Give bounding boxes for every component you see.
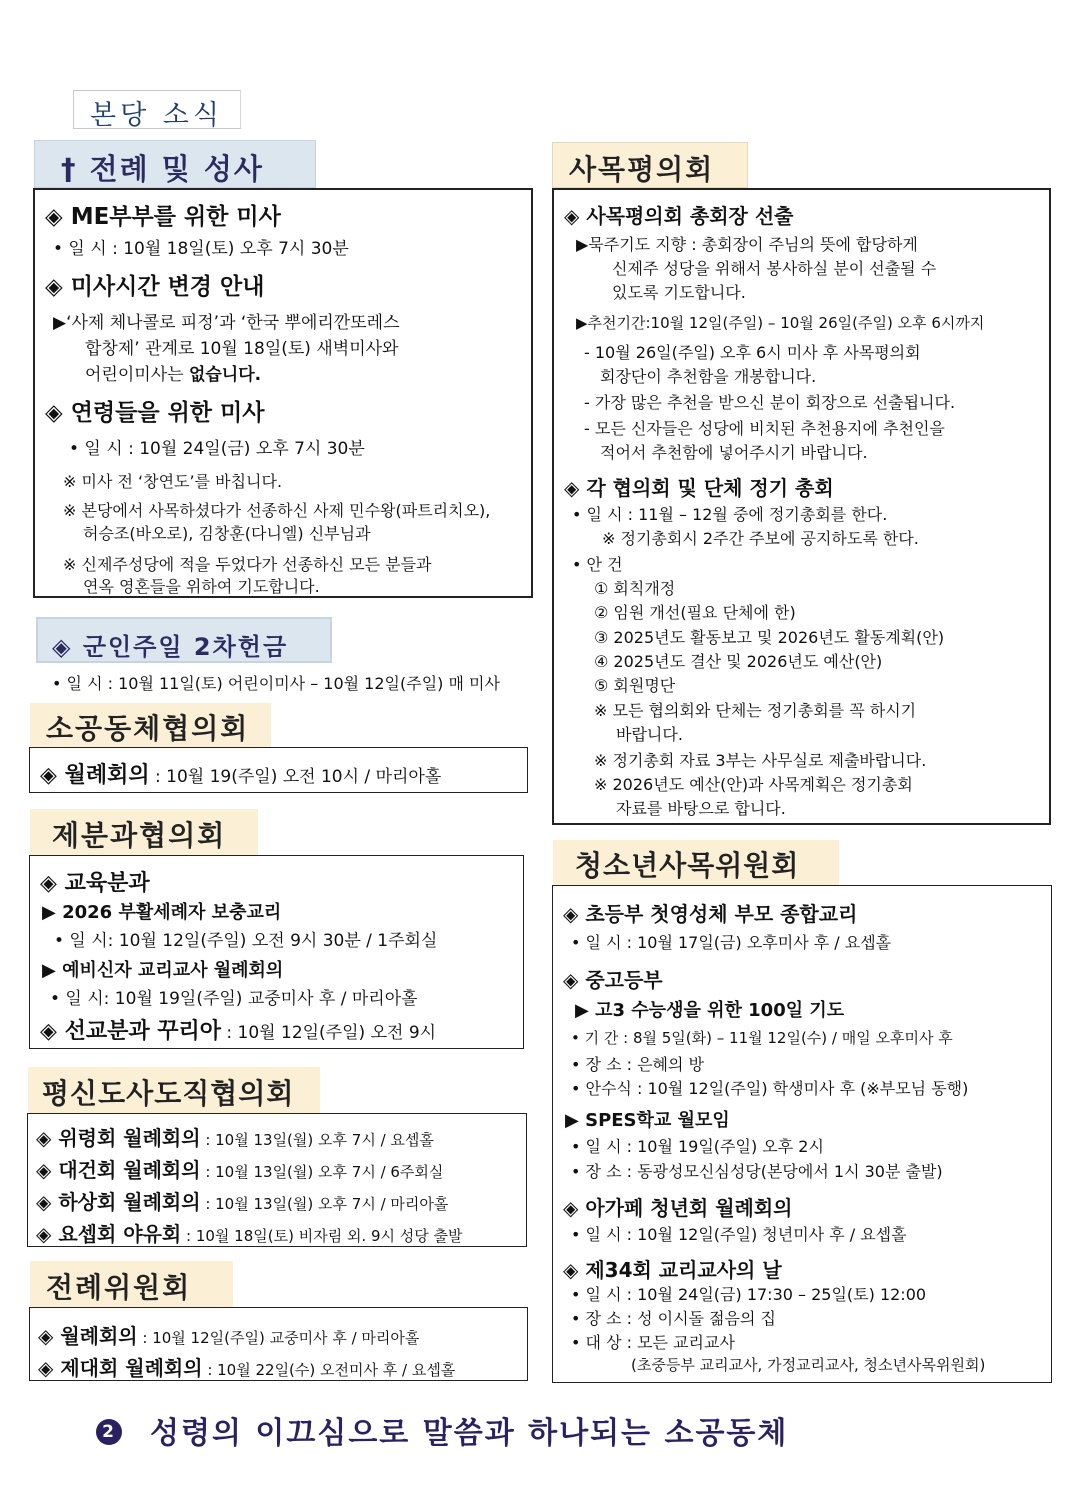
lay-row-3 [36, 1186, 448, 1215]
souls-mass-note-2: ※ 본당에서 사목하셨다가 선종하신 사제 민수왕(파트리치오), [63, 501, 491, 520]
lay-row-1-detail: : 10월 13일(월) 오후 7시 / 요셉홀 [200, 1131, 434, 1149]
souls-mass-note-4: ※ 신제주성당에 적을 두었다가 선종하신 모든 분들과 [63, 555, 432, 574]
community-meeting-title: ◈ 월례회의 [40, 763, 150, 788]
me-mass-title: ◈ ME부부를 위한 미사 [45, 204, 281, 230]
agenda-item-5: ⑤ 회원명단 [594, 676, 676, 695]
subcommittee-council-label: 제분과협의회 [30, 809, 258, 855]
pastoral-council-label: 사목평의회 [552, 142, 748, 188]
liturgy-committee-row-1-detail: : 10월 12일(주일) 교중미사 후 / 마리아홀 [137, 1329, 420, 1347]
exam-prayer-title: ▶ 고3 수능생을 위한 100일 기도 [575, 1000, 845, 1021]
lay-council-label: 평신도사도직협의회 [28, 1067, 320, 1113]
souls-mass-note-1: ※ 미사 전 ‘창연도’를 바칩니다. [63, 472, 283, 491]
community-council-label: 소공동체협의회 [30, 703, 271, 747]
liturgy-committee-label: 전례위원회 [30, 1261, 233, 1307]
liturgy-committee-row-2-title: ◈ 제대회 월례회의 [38, 1356, 203, 1380]
middle-high-title: ◈ 중고등부 [563, 968, 663, 992]
time-change-title: ◈ 미사시간 변경 안내 [45, 274, 265, 300]
assembly-note-2: 바랍니다. [616, 725, 683, 744]
souls-mass-note-5: 연옥 영혼들을 위하여 기도합니다. [83, 577, 320, 596]
agenda-label: • 안 건 [572, 555, 623, 574]
page-number: 2 [96, 1419, 122, 1445]
agenda-item-4: ④ 2025년도 결산 및 2026년도 예산(안) [594, 652, 883, 671]
election-prayer-1: ▶묵주기도 지향 : 총회장이 주님의 뜻에 합당하게 [576, 235, 918, 254]
souls-mass-date: • 일 시 : 10월 24일(금) 오후 7시 30분 [69, 439, 365, 459]
easter-baptism-date: • 일 시: 10월 12일(주일) 오전 9시 30분 / 1주회실 [54, 931, 438, 951]
recommendation-bullet-2: 회장단이 추천함을 개봉합니다. [600, 367, 817, 386]
lay-row-1 [36, 1122, 434, 1151]
catechist-day-line-1: • 일 시 : 10월 24일(금) 17:30 – 25일(토) 12:00 [571, 1285, 927, 1304]
military-offering-date: • 일 시 : 10월 11일(토) 어린이미사 – 10월 12일(주일) 매 미사 [52, 674, 500, 693]
catechist-day-title: ◈ 제34회 교리교사의 날 [563, 1258, 782, 1282]
exam-prayer-line-2: • 장 소 : 은혜의 방 [571, 1055, 704, 1074]
agenda-item-1: ① 회칙개정 [594, 579, 676, 598]
assembly-title: ◈ 각 협의회 및 단체 정기 총회 [564, 476, 834, 500]
spes-school-line-1: • 일 시 : 10월 19일(주일) 오후 2시 [571, 1137, 824, 1156]
liturgy-section-label: † 전례 및 성사 [34, 140, 316, 188]
election-title: ◈ 사목평의회 총회장 선출 [564, 204, 794, 228]
lay-row-4-title: ◈ 요셉회 야유회 [36, 1222, 182, 1246]
easter-baptism-title: ▶ 2026 부활세례자 보충교리 [42, 902, 282, 923]
first-communion-date: • 일 시 : 10월 17일(금) 오후미사 후 / 요셉홀 [571, 933, 892, 952]
catechist-day-note: (초중등부 교리교사, 가정교리교사, 청소년사목위원회) [631, 1356, 986, 1374]
community-council-box [29, 747, 528, 793]
lay-row-4-detail: : 10월 18일(토) 비자림 외. 9시 성당 출발 [181, 1227, 463, 1245]
assembly-note-4: ※ 2026년도 예산(안)과 사목계획은 정기총회 [594, 775, 913, 794]
assembly-date: • 일 시 : 11월 – 12월 중에 정기총회를 한다. [572, 505, 888, 524]
liturgy-committee-row-2-detail: : 10월 22일(수) 오전미사 후 / 요셉홀 [202, 1361, 456, 1379]
spes-school-title: ▶ SPES학교 월모임 [565, 1110, 730, 1131]
page-title: 본당 소식 [73, 90, 241, 129]
lay-row-2-title: ◈ 대건회 월례회의 [36, 1158, 201, 1182]
military-offering-label: ◈ 군인주일 2차헌금 [36, 617, 332, 663]
election-prayer-2: 신제주 성당을 위해서 봉사하실 분이 선출될 수 [612, 259, 937, 278]
liturgy-committee-row-1 [38, 1320, 419, 1349]
catechist-day-line-2: • 장 소 : 성 이시돌 젊음의 집 [571, 1309, 776, 1328]
lay-row-2 [36, 1154, 443, 1183]
mission-curia-title: ◈ 선교분과 꾸리아 [40, 1019, 222, 1044]
catechist-day-line-3: • 대 상 : 모든 교리교사 [571, 1333, 735, 1352]
time-change-line-3-text: 어린이미사는 [85, 365, 189, 385]
first-communion-title: ◈ 초등부 첫영성체 부모 종합교리 [563, 902, 858, 926]
souls-mass-title: ◈ 연령들을 위한 미사 [45, 400, 265, 426]
liturgy-box [33, 188, 533, 598]
recommendation-bullet-4: - 모든 신자들은 성당에 비치된 추천용지에 추천인을 [584, 419, 945, 438]
lay-row-4 [36, 1218, 463, 1247]
recommendation-bullet-3: - 가장 많은 추천을 받으신 분이 회장으로 선출됩니다. [584, 393, 956, 412]
election-prayer-3: 있도록 기도합니다. [612, 283, 746, 302]
agape-meeting-date: • 일 시 : 10월 12일(주일) 청년미사 후 / 요셉홀 [571, 1225, 907, 1244]
catechist-meeting-title: ▶ 예비신자 교리교사 월례회의 [42, 960, 284, 981]
time-change-bold-end: 없습니다. [188, 365, 262, 385]
community-meeting-detail: : 10월 19(주일) 오전 10시 / 마리아홀 [149, 767, 442, 787]
exam-prayer-line-3: • 안수식 : 10월 12일(주일) 학생미사 후 (※부모님 동행) [571, 1079, 969, 1098]
agape-meeting-title: ◈ 아가페 청년회 월례회의 [563, 1196, 793, 1220]
lay-council-box [27, 1113, 527, 1247]
youth-ministry-label: 청소년사목위원회 [553, 840, 839, 885]
footer-slogan [96, 1408, 788, 1452]
footer-text: 성령의 이끄심으로 말씀과 하나되는 소공동체 [150, 1416, 789, 1451]
lay-row-2-detail: : 10월 13일(월) 오후 7시 / 6주회실 [200, 1163, 444, 1181]
youth-ministry-box [552, 885, 1052, 1383]
exam-prayer-line-1: • 기 간 : 8월 5일(화) – 11월 12일(수) / 매일 오후미사 후 [571, 1029, 953, 1047]
agenda-item-2: ② 임원 개선(필요 단체에 한) [594, 603, 796, 622]
agenda-item-3: ③ 2025년도 활동보고 및 2026년도 활동계획(안) [594, 628, 945, 647]
community-meeting [40, 758, 441, 789]
lay-row-3-detail: : 10월 13일(월) 오후 7시 / 마리아홀 [200, 1195, 449, 1213]
spes-school-line-2: • 장 소 : 동광성모신심성당(본당에서 1시 30분 출발) [571, 1162, 943, 1181]
time-change-line-1: ▶‘사제 체나콜로 피정’과 ‘한국 뿌에리깐또레스 [53, 313, 400, 333]
lay-row-1-title: ◈ 위령회 월례회의 [36, 1126, 201, 1150]
liturgy-committee-row-1-title: ◈ 월례회의 [38, 1324, 138, 1348]
pastoral-council-box [552, 188, 1051, 825]
assembly-note-1: ※ 모든 협의회와 단체는 정기총회를 꼭 하시기 [594, 701, 917, 720]
recommendation-bullet-1: - 10월 26일(주일) 오후 6시 미사 후 사목평의회 [584, 343, 921, 362]
mission-curia-detail: : 10월 12일(주일) 오전 9시 [221, 1023, 437, 1043]
recommendation-period: ▶추천기간:10월 12일(주일) – 10월 26일(주일) 오후 6시까지 [576, 314, 985, 332]
time-change-line-3 [85, 360, 261, 385]
subcommittee-box [29, 855, 524, 1049]
liturgy-committee-row-2 [38, 1352, 455, 1381]
recommendation-bullet-5: 적어서 추천함에 넣어주시기 바랍니다. [600, 443, 868, 462]
mission-curia [40, 1014, 436, 1045]
me-mass-date: • 일 시 : 10월 18일(토) 오후 7시 30분 [53, 239, 349, 259]
assembly-note: ※ 정기총회시 2주간 주보에 공지하도록 한다. [602, 529, 919, 548]
souls-mass-note-3: 허승조(바오로), 김창훈(다니엘) 신부님과 [83, 524, 371, 543]
catechist-meeting-date: • 일 시: 10월 19일(주일) 교중미사 후 / 마리아홀 [50, 989, 418, 1009]
lay-row-3-title: ◈ 하상회 월례회의 [36, 1190, 201, 1214]
liturgy-committee-box [29, 1307, 528, 1381]
assembly-note-3: ※ 정기총회 자료 3부는 사무실로 제출바랍니다. [594, 751, 927, 770]
time-change-line-2: 합창제’ 관계로 10월 18일(토) 새벽미사와 [85, 339, 399, 359]
education-division-title: ◈ 교육분과 [40, 871, 150, 896]
assembly-note-5: 자료를 바탕으로 합니다. [616, 799, 786, 818]
